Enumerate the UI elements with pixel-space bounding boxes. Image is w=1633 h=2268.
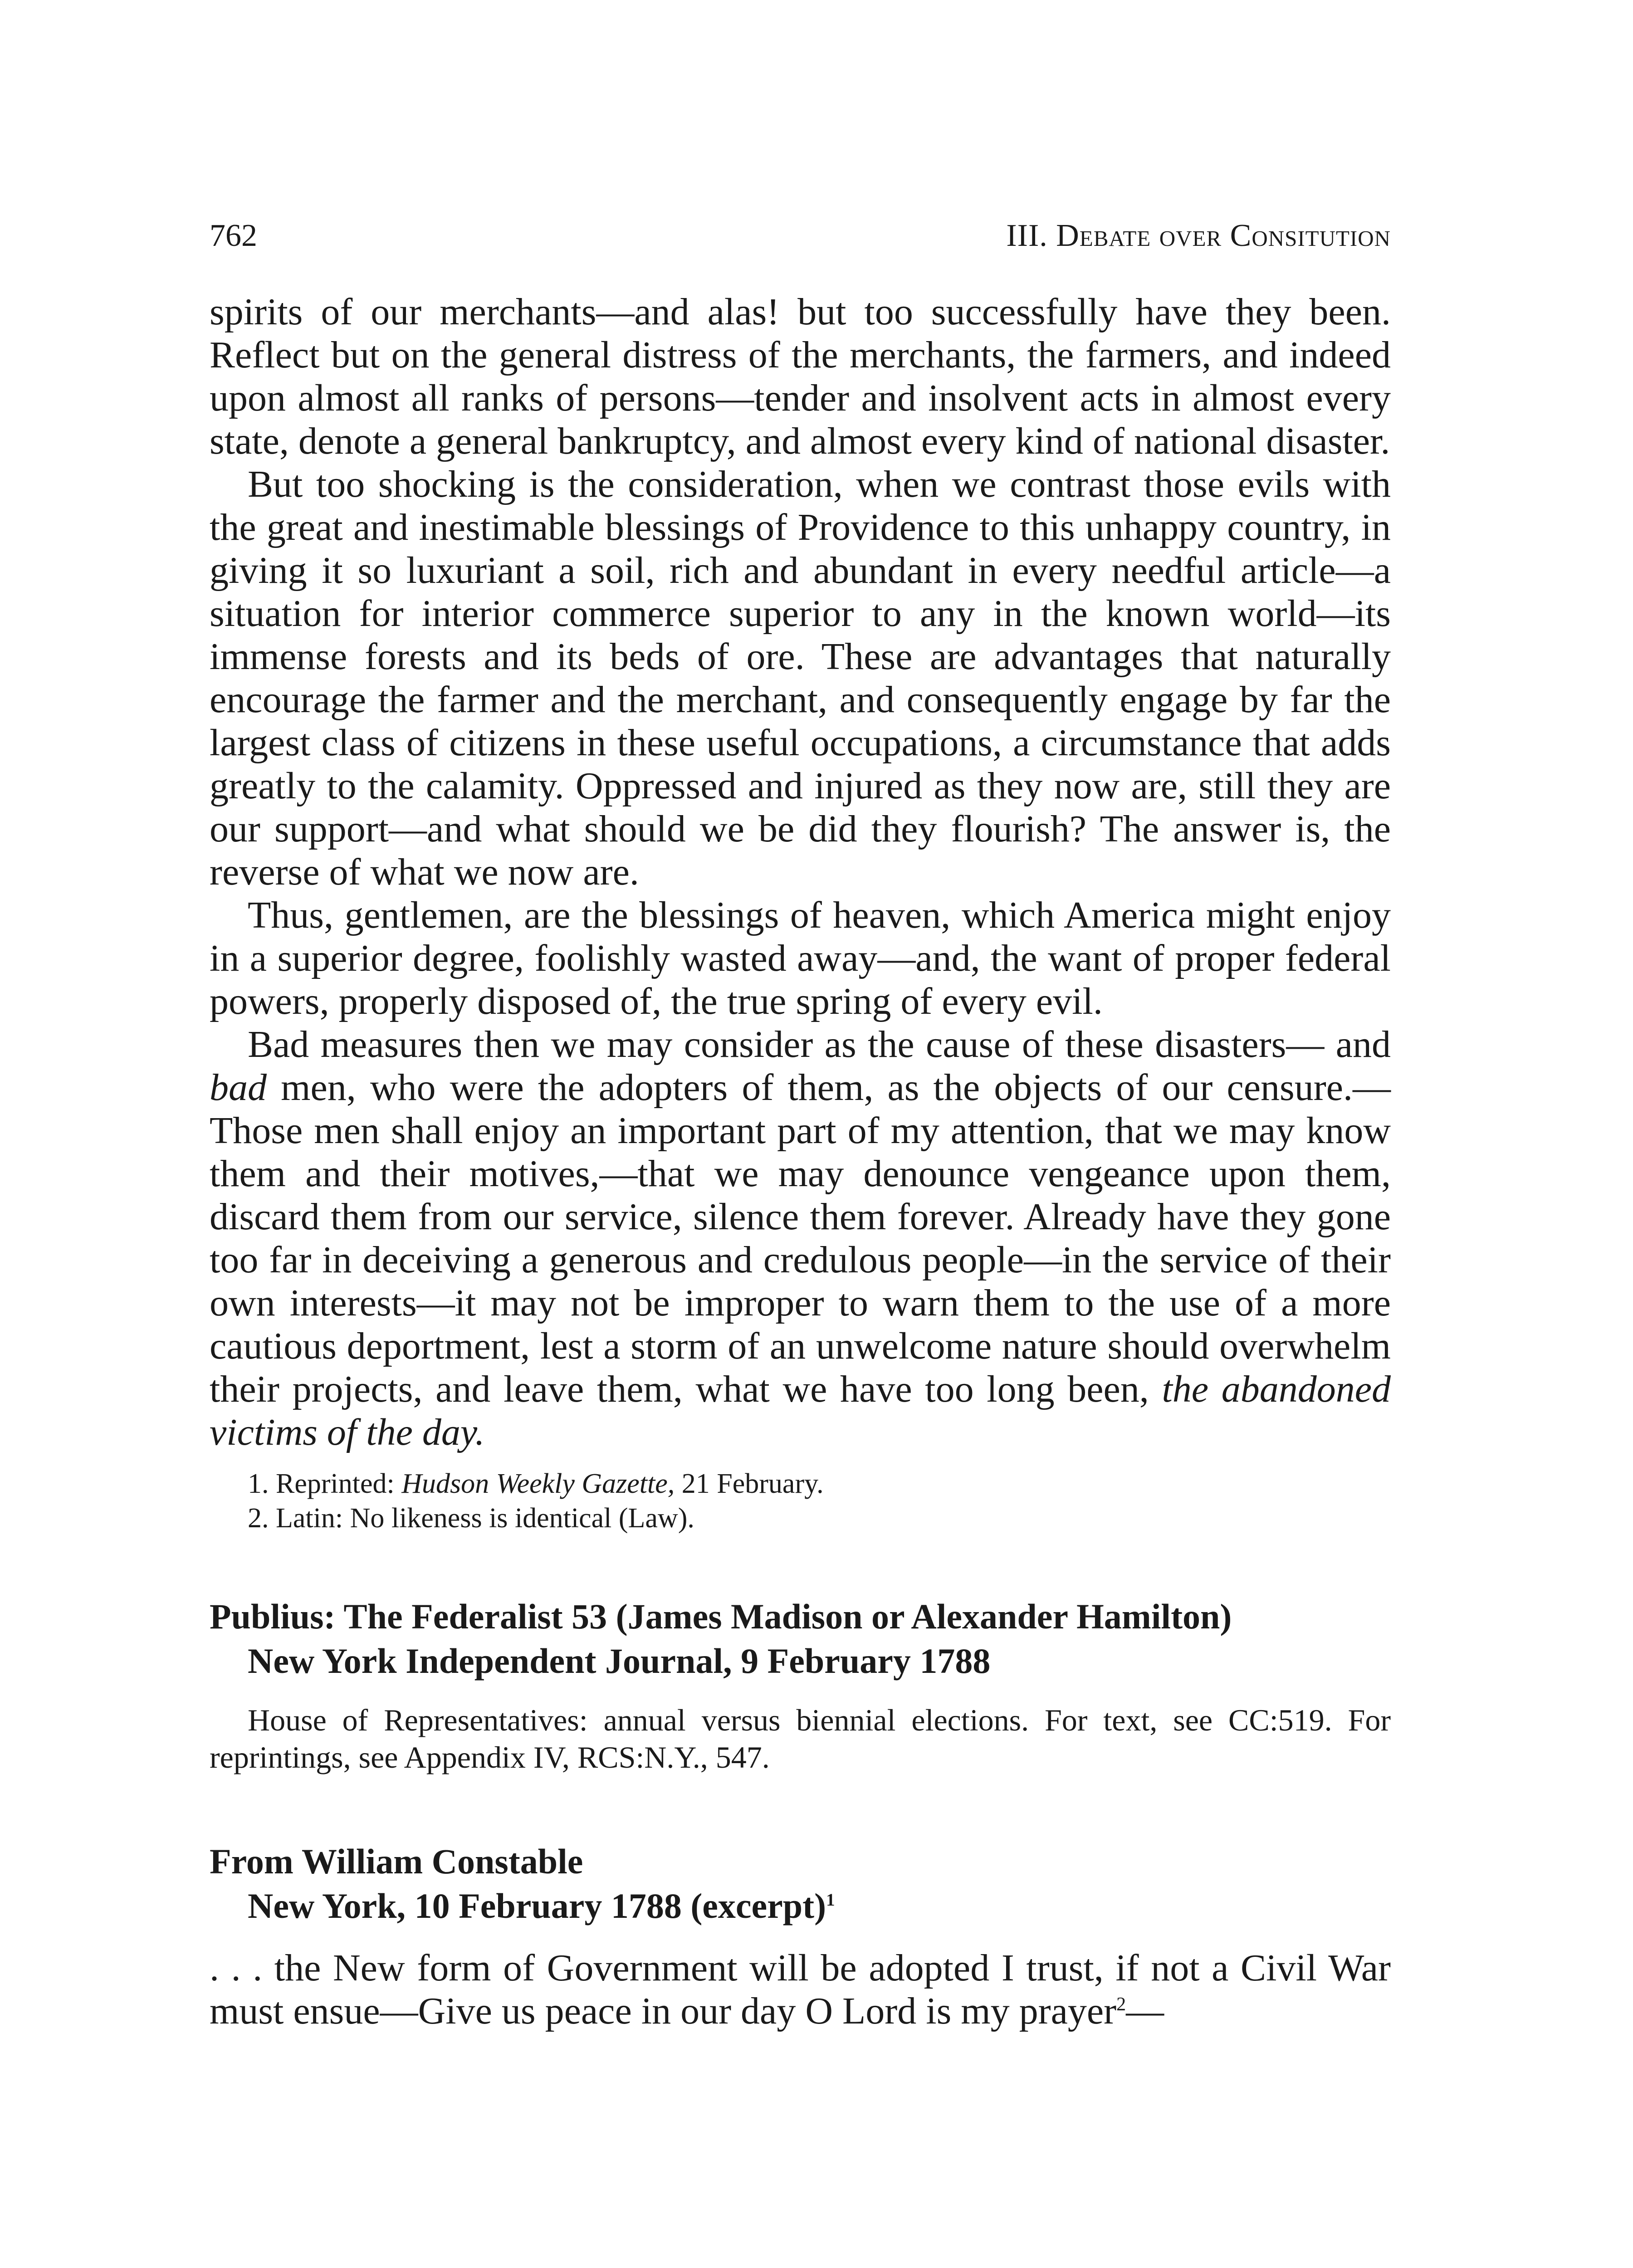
paragraph-4-italic: bad [210,1066,267,1109]
constable-subtitle-line [210,1884,1391,1928]
running-title: III. Debate over Consitution [1006,218,1391,253]
constable-subtitle-note: 1 [826,1890,835,1910]
paragraph-4 [210,1023,1391,1454]
paragraph-4-middle: men, who were the adopters of them, as the objects of our censure.—Those men shall enjoy an important part of my attention, that we may know them and their motives,—that we may denounce vengeance upon them, discard them from our service, silence them forever. Already have they gone too far in deceiving a generous and credulous people—in the service of their own interests—it may not be improper to warn them to the use of a more cautious deportment, lest a storm of an unwelcome nature should overwhelm their projects, and leave them, what we have too long been, [210,1066,1391,1410]
note-1-suffix: 21 February. [675,1468,824,1499]
note-2: 2. Latin: No likeness is identical (Law). [248,1503,694,1534]
note-1-prefix: 1. Reprinted: [248,1468,402,1499]
federalist-subtitle: New York Independent Journal, 9 February 1788 [248,1641,991,1681]
body-text [210,290,1391,1454]
document-page [210,218,1391,2033]
constable-heading [210,1839,1391,1928]
constable-excerpt-end: — [1126,1990,1164,2032]
constable-title: From William Constable [210,1842,583,1881]
constable-excerpt [210,1946,1391,2033]
page-number: 762 [210,218,257,253]
paragraph-3: Thus, gentlemen, are the blessings of heaven, which America might enjoy in a superior degree, foolishly wasted away—and, the want of proper federal powers, properly disposed of, the true spring of every evil. [210,894,1391,1022]
paragraph-4-end-italic: the abandoned victims of the day. [210,1368,1391,1453]
federalist-heading [210,1594,1391,1683]
constable-excerpt-note: 2 [1116,1994,1126,2015]
note-1-italic: Hudson Weekly Gazette, [401,1468,675,1499]
constable-excerpt-text: . . . the New form of Government will be adopted I trust, if not a Civil War must ensue—Give us peace in our day O Lord is my prayer [210,1947,1391,2032]
federalist-headnote-text: House of Representatives: annual versus biennial elections. For text, see CC:519. For reprintings, see Appendix IV, RCS:N.Y., 547. [210,1703,1391,1774]
constable-subtitle: New York, 10 February 1788 (excerpt) [248,1886,826,1926]
note-1 [248,1466,1391,1501]
paragraph-1: spirits of our merchants—and alas! but too successfully have they been. Reflect but on the general distress of the merchants, the farmers, and indeed upon almost all ranks of persons—tender and insolvent acts in almost every state, denote a general bankruptcy, and almost every kind of national disaster. [210,291,1391,462]
federalist-headnote [210,1701,1391,1776]
footnotes [210,1466,1391,1535]
federalist-title: Publius: The Federalist 53 (James Madison or Alexander Hamilton) [210,1597,1232,1636]
running-head [210,218,1391,263]
paragraph-4-start: Bad measures then we may consider as the cause of these disasters— and [248,1023,1391,1066]
paragraph-2: But too shocking is the consideration, when we contrast those evils with the great and inestimable blessings of Providence to this unhappy country, in giving it so luxuriant a soil, rich and abundant in every needful article—a situation for interior commerce superior to any in the known world—its immense forests and its beds of ore. These are advantages that naturally encourage the farmer and the merchant, and consequently engage by far the largest class of citizens in these useful occupations, a circumstance that adds greatly to the calamity. Oppressed and injured as they now are, still they are our support—and what should we be did they flourish? The answer is, the reverse of what we now are. [210,463,1391,893]
